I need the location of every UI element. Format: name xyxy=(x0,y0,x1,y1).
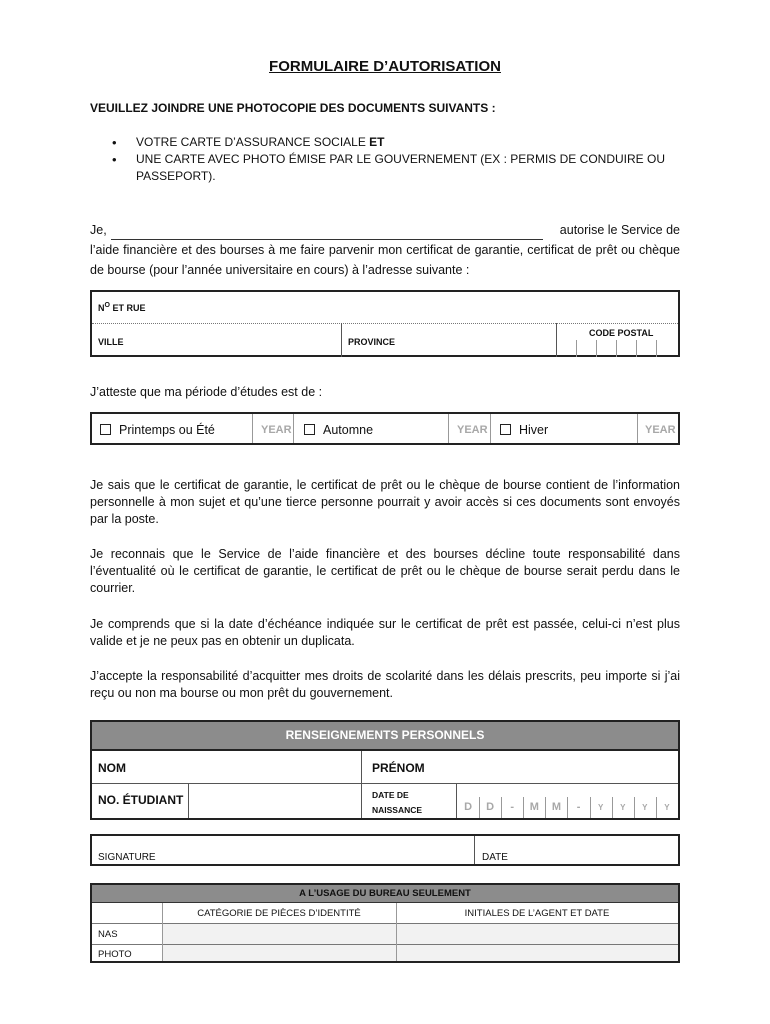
photo-initials-cell[interactable] xyxy=(397,945,678,961)
checkbox-winter[interactable] xyxy=(500,424,511,435)
page-title: FORMULAIRE D’AUTORISATION xyxy=(269,58,501,75)
col-id-category: CATÉGORIE DE PIÈCES D’IDENTITÉ xyxy=(197,908,361,919)
bullet-sin-text: VOTRE CARTE D’ASSURANCE SOCIALE xyxy=(136,135,370,149)
year-spring-summer[interactable]: YEAR xyxy=(261,424,292,436)
required-documents-list xyxy=(110,134,670,185)
name-field[interactable] xyxy=(111,227,543,240)
personal-info-box xyxy=(90,720,680,820)
bullet-sin-bold: ET xyxy=(369,135,385,149)
postal-code-input[interactable] xyxy=(576,340,678,357)
checkbox-spring-summer[interactable] xyxy=(100,424,111,435)
province-label: PROVINCE xyxy=(348,337,396,347)
year-autumn[interactable]: YEAR xyxy=(457,424,488,436)
auth-suffix: autorise le Service de xyxy=(559,223,680,237)
dob-char-cell: M xyxy=(523,797,546,818)
student-no-label: NO. ÉTUDIANT xyxy=(98,793,184,807)
street-label: $N^O$ ET RUE xyxy=(98,302,146,313)
dob-char-cell: M xyxy=(545,797,568,818)
row-photo-label: PHOTO xyxy=(98,949,132,960)
postal-code-label: CODE POSTAL xyxy=(589,328,654,338)
signature-field[interactable] xyxy=(92,836,473,864)
auth-rest: l’aide financière et des bourses à me faire parvenir mon certificat de garantie, certificat de prêt ou chèque de bourse (pour l’année universitaire en cours) à l’adresse suivante : xyxy=(90,243,680,277)
nom-input[interactable] xyxy=(192,751,360,783)
photo-category-cell[interactable] xyxy=(163,945,396,961)
row-nas-label: NAS xyxy=(98,929,118,940)
office-use-box xyxy=(90,883,680,963)
option-spring-summer[interactable]: Printemps ou Été xyxy=(100,423,215,437)
dob-char-cell: - xyxy=(501,797,524,818)
bullet-photo-id xyxy=(110,151,670,185)
checkbox-autumn[interactable] xyxy=(304,424,315,435)
bullet-photo-text: UNE CARTE AVEC PHOTO ÉMISE PAR LE GOUVERNEMENT (EX : PERMIS DE CONDUIRE OU PASSEPORT). xyxy=(136,152,665,183)
authorization-paragraph xyxy=(90,220,680,280)
personal-info-header: RENSEIGNEMENTS PERSONNELS xyxy=(92,722,678,751)
auth-prefix: Je, xyxy=(90,223,107,237)
dob-label: DATE DE NAISSANCE xyxy=(372,790,423,815)
address-box xyxy=(90,290,680,357)
dob-input[interactable] xyxy=(457,797,678,818)
nas-category-cell[interactable] xyxy=(163,924,396,944)
option-winter[interactable]: Hiver xyxy=(500,423,548,437)
signature-date-field[interactable] xyxy=(476,836,678,864)
dob-char-cell: Y xyxy=(590,797,613,818)
prenom-label: PRÉNOM xyxy=(372,761,425,775)
signature-box xyxy=(90,834,680,866)
city-label: VILLE xyxy=(98,337,124,347)
nom-label: NOM xyxy=(98,761,126,775)
paragraph-privacy: Je sais que le certificat de garantie, le certificat de prêt ou le chèque de bourse contient de l’information personnelle à mon sujet et qu’une tierce personne pourrait y avoir accès si ces documents sont envoyés par la poste. xyxy=(90,478,680,526)
student-no-input[interactable] xyxy=(189,783,360,818)
option-autumn[interactable]: Automne xyxy=(304,423,373,437)
instructions: VEUILLEZ JOINDRE UNE PHOTOCOPIE DES DOCUMENTS SUIVANTS : xyxy=(90,101,496,115)
signature-label: SIGNATURE xyxy=(98,852,156,863)
col-agent-initials: INITIALES DE L’AGENT ET DATE xyxy=(464,908,610,919)
nas-initials-cell[interactable] xyxy=(397,924,678,944)
paragraph-expiry: Je comprends que si la date d’échéance indiquée sur le certificat de prêt est passée, celui-ci n’est plus valide et je ne peux pas en obtenir un duplicata. xyxy=(90,617,680,648)
prenom-input[interactable] xyxy=(452,751,678,783)
dob-char-cell: - xyxy=(568,797,591,818)
period-intro: J’atteste que ma période d’études est de : xyxy=(90,385,323,399)
dob-char-cell: D xyxy=(457,797,480,818)
bullet-sin-card xyxy=(110,134,670,151)
office-use-header: A L’USAGE DU BUREAU SEULEMENT xyxy=(92,885,678,903)
dob-char-cell: Y xyxy=(634,797,657,818)
paragraph-liability: Je reconnais que le Service de l’aide financière et des bourses décline toute responsabilité dans l’éventualité où le certificat de garantie, le certificat de prêt ou le chèque de bourse serait perdu dans le courrier. xyxy=(90,547,680,595)
date-label: DATE xyxy=(482,852,508,863)
period-box xyxy=(90,412,680,445)
year-winter[interactable]: YEAR xyxy=(645,424,676,436)
street-line[interactable] xyxy=(92,323,678,324)
dob-char-cell: Y xyxy=(664,803,670,812)
dob-char-cell: D xyxy=(479,797,502,818)
paragraph-tuition: J’accepte la responsabilité d’acquitter mes droits de scolarité dans les délais prescrits, peu importe si j’ai reçu ou non ma bourse ou mon prêt du gouvernement. xyxy=(90,669,680,700)
dob-char-cell: Y xyxy=(612,797,635,818)
